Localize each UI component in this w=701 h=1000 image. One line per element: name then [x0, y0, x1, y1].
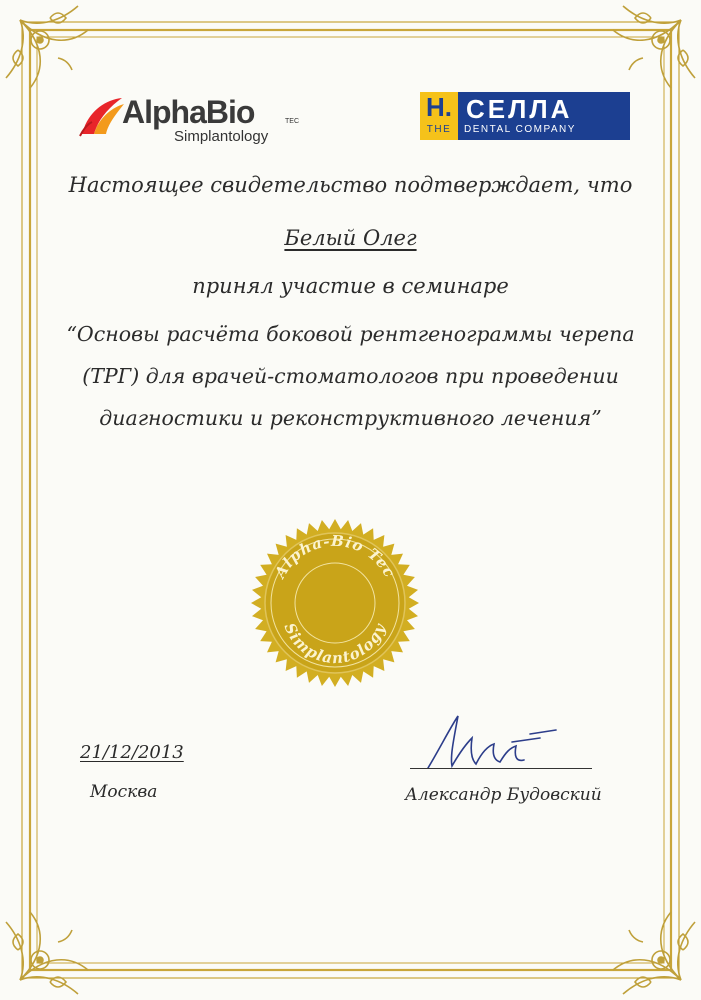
intro-text: Настоящее свидетельство подтверждает, что [68, 173, 633, 197]
seal-top-text: Alpha-Bio Tec [270, 531, 400, 581]
signature-line [410, 768, 592, 769]
hsella-the: THE [426, 124, 452, 135]
alphabio-tagline: Simplantology [174, 128, 269, 145]
alphabio-logo [78, 88, 298, 150]
alphabio-tec: TEC [285, 118, 299, 125]
signer-name: Александр Будовский [405, 785, 602, 805]
seminar-title-line: (ТРГ) для врачей-стоматологов при проведении [82, 364, 619, 388]
hsella-subline [420, 123, 630, 137]
hsella-logo [420, 92, 630, 140]
seminar-title [0, 313, 701, 439]
seminar-title-line: диагностики и реконструктивного лечения” [99, 406, 602, 430]
city-name: Москва [90, 782, 158, 802]
issue-date: 21/12/2013 [80, 742, 184, 763]
recipient-name: Белый Олег [284, 226, 417, 250]
hsella-wordmark: СЕЛЛА [466, 94, 573, 124]
alphabio-wordmark: AlphaBio [122, 94, 255, 130]
hsella-letter: H. [420, 92, 458, 140]
seminar-title-line: “Основы расчёта боковой рентгенограммы черепа [66, 322, 635, 346]
gold-seal [250, 518, 420, 688]
participation-text: принял участие в семинаре [192, 274, 509, 298]
alphabio-swoosh-icon [78, 94, 126, 138]
hsella-dental-company: DENTAL COMPANY [464, 124, 576, 135]
seal-bottom-text: Simplantology [280, 620, 390, 668]
